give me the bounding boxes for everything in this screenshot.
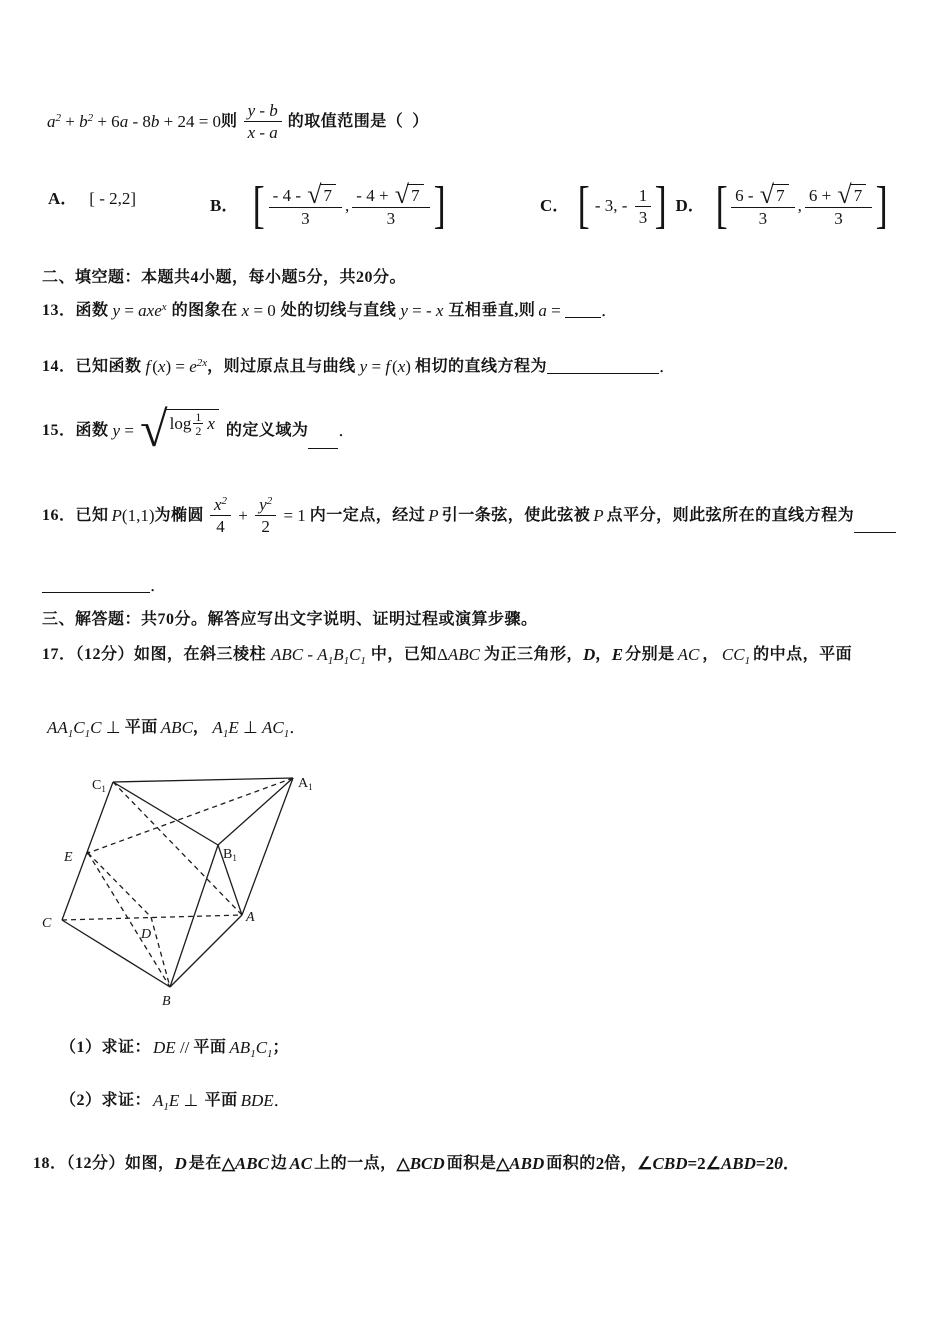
math-token-rm: + — [61, 111, 80, 131]
math-token-rm: - 3, - — [590, 196, 632, 216]
q17-stem-line1 — [42, 644, 852, 665]
math-token-cn: 的定义域为 — [225, 421, 309, 439]
vertex-label-A1: $A_1$ — [298, 776, 313, 792]
q12-stem-line — [47, 101, 429, 142]
math-token-bi: ABD — [720, 1154, 756, 1173]
vertex-label-D: D — [141, 927, 152, 942]
section-3-heading: 三、解答题：共70分。解答应写出文字说明、证明过程或演算步骤。 — [42, 611, 538, 628]
math-token-rm: = — [367, 357, 386, 376]
math-token-br: ] — [875, 177, 888, 235]
q17-stem-line2 — [47, 717, 306, 738]
math-token-rm: 7 — [776, 186, 785, 205]
math-token-rm: ． — [338, 420, 356, 440]
math-token-tx: x — [207, 414, 215, 434]
math-token-sp — [77, 198, 89, 199]
math-token-tx: AC — [677, 645, 700, 664]
math-token-rm: ( — [152, 357, 158, 376]
math-token-bd: ． — [782, 1154, 800, 1173]
math-token-rm: log — [169, 414, 192, 434]
math-token-tx: a — [269, 123, 278, 143]
math-token-sqrt: √ 7 — [395, 184, 424, 206]
math-token-cn: 处的切线与直线 — [280, 301, 397, 319]
math-token-cn: 18．（12分）如图， — [33, 1154, 175, 1172]
dashed-edge-EB — [88, 853, 170, 987]
math-token-sp — [569, 206, 577, 207]
math-token-cn: ， — [192, 718, 210, 736]
math-token-bd: D． — [675, 196, 705, 216]
math-token-rm: ⊥ — [179, 1091, 203, 1110]
vertex-label-B1: $B_1$ — [223, 847, 237, 863]
math-token-s: $A_1$ — [317, 645, 334, 667]
math-token-rm: 7 — [323, 186, 333, 205]
math-token-tx: E — [228, 718, 239, 737]
math-token-s: $A_1$ — [212, 718, 229, 740]
math-token-rm: - — [255, 123, 270, 143]
q12-options-c-d — [540, 177, 889, 235]
math-token-rm: ) = — [165, 357, 190, 376]
vertex-label-C1: $C_1$ — [92, 778, 106, 794]
math-token-rm: - — [255, 101, 270, 120]
math-token-bd: ∠ — [705, 1154, 721, 1173]
q16-continuation-blank — [42, 575, 167, 596]
solid-edge-CB — [62, 920, 170, 987]
math-token-cn: ， — [595, 645, 612, 663]
math-token-tx: ABC — [447, 645, 480, 664]
math-token-br: ] — [654, 177, 667, 235]
math-token-cn: 点平分，则此弦所在的直线方程为 — [606, 506, 855, 524]
math-token-bi: D — [174, 1154, 187, 1173]
math-token-rm: 3 — [301, 209, 310, 229]
vertex-label-C: C — [42, 916, 52, 931]
math-token-cn: 面积是 — [446, 1154, 497, 1172]
math-token-rm: 6 - — [735, 185, 758, 205]
math-token-tx: P — [428, 505, 439, 525]
math-token-cn: 内一定点，经过 — [309, 506, 426, 524]
math-token-bd: =2 — [755, 1154, 775, 1173]
math-token-cn: 分别是 — [625, 645, 675, 663]
q16-line — [42, 495, 896, 536]
q12-option-a — [48, 188, 136, 209]
math-token-rm: = - — [407, 301, 436, 320]
math-token-cn: 15．函数 — [42, 421, 109, 439]
math-token-rm: ． — [601, 301, 619, 320]
math-token-s: $CC_1$ — [721, 645, 751, 667]
math-token-rm: ) — [405, 357, 411, 376]
math-token-tx: y — [400, 301, 408, 320]
math-token-tx: a — [538, 301, 547, 320]
math-token-tx: P — [593, 505, 604, 525]
solid-edge-BA — [170, 915, 242, 987]
math-token-frac — [210, 495, 231, 536]
math-token-br: [ — [715, 177, 728, 235]
math-token-rm: ． — [273, 1091, 291, 1110]
math-token-sqrt: √ log $\frac{1}{2}$ x — [140, 409, 219, 452]
math-token-frac — [635, 186, 652, 227]
math-token-br: [ — [252, 177, 266, 235]
math-token-rm: // — [175, 1038, 190, 1057]
math-token-rm: 4 — [216, 517, 225, 537]
math-token-frac — [244, 101, 282, 142]
math-token-br: ] — [433, 177, 446, 235]
math-token-bi: ABD — [509, 1154, 545, 1173]
math-token-rm: 3 — [638, 207, 648, 227]
vertex-label-A: A — [246, 910, 255, 925]
math-token-frac — [352, 180, 429, 229]
math-token-rm: = 0 — [249, 301, 276, 320]
math-token-cn: 边 — [270, 1154, 288, 1172]
dashed-edge-ED — [88, 853, 151, 917]
math-token-rm: = — [120, 420, 139, 440]
point-marker-E — [86, 851, 89, 854]
math-token-s: $A_1$ — [153, 1091, 169, 1113]
dashed-edge-A1E — [88, 778, 293, 853]
math-token-rm: - 4 + — [356, 185, 393, 205]
math-token-rm: + 24 = 0 — [159, 111, 222, 131]
math-token-bd: =2 — [687, 1154, 706, 1173]
math-token-rm: 1 — [195, 410, 202, 424]
math-token-frac — [805, 180, 872, 229]
math-token-tx: x — [435, 301, 444, 320]
math-token-cn: 17．（12分）如图，在斜三棱柱 — [42, 645, 267, 663]
math-token-bi: AC — [289, 1154, 313, 1173]
math-token-s: $C_1$ — [349, 645, 366, 667]
math-token-rm: - — [303, 645, 318, 664]
solid-edge-A1B1 — [218, 778, 293, 845]
math-token-sqrt: √ 7 — [837, 184, 866, 206]
math-token-tx: DE — [153, 1038, 176, 1057]
math-token-s: $AA_1$ — [47, 718, 74, 740]
q12-option-b — [210, 177, 446, 235]
math-token-rm: ． — [289, 718, 307, 737]
math-token-rm: + — [234, 505, 253, 525]
math-token-rm: ⊥ — [101, 718, 125, 737]
math-token-bd: ∠ — [637, 1154, 653, 1173]
q15-line — [42, 401, 356, 457]
math-token-tx: f — [385, 357, 391, 376]
math-token-sp — [204, 515, 207, 516]
math-token-tx: y — [247, 101, 256, 120]
math-token-tx: y — [112, 420, 121, 440]
math-token-rm: 6 + — [808, 185, 836, 205]
math-token-cn: 上的一点， — [314, 1154, 397, 1172]
math-token-cn: 中，已知 — [370, 645, 437, 663]
math-token-rm: 7 — [853, 186, 863, 205]
solid-edge-A1A — [242, 778, 293, 915]
math-token-bd: 2 — [595, 1154, 605, 1173]
math-token-s: $y^2$ — [259, 495, 273, 514]
math-token-tx: BDE — [240, 1091, 274, 1110]
math-token-frac — [731, 180, 794, 229]
math-token-rm: = 1 — [279, 505, 306, 525]
math-token-bi: ABC — [234, 1154, 269, 1173]
math-token-tx: C — [90, 718, 102, 737]
math-token-rm: 7 — [411, 186, 420, 205]
math-token-tx: E — [168, 1091, 180, 1110]
q14-line — [42, 356, 676, 377]
math-token-cn: 平面 — [204, 1091, 238, 1109]
q18-stem-line — [33, 1153, 800, 1174]
math-token-cn: 平面 — [193, 1038, 227, 1056]
math-token-sqrt: √ 7 — [760, 184, 789, 206]
math-token-u — [308, 435, 338, 449]
prism-figure — [40, 765, 350, 1020]
math-token-bi: E — [611, 645, 624, 664]
math-token-u — [854, 519, 896, 533]
vertex-label-B: B — [162, 994, 171, 1009]
math-token-tx: x — [397, 357, 406, 376]
math-token-u — [547, 360, 659, 374]
q13-line — [42, 300, 618, 321]
math-token-s: $AC_1$ — [262, 718, 290, 740]
math-token-cn: 16．已知 — [42, 506, 109, 524]
math-token-cn: 互相垂直,则 — [448, 301, 536, 319]
math-token-tx: b — [269, 101, 278, 120]
math-token-cn: 倍， — [604, 1154, 638, 1172]
math-token-s: $AB_1$ — [229, 1038, 256, 1060]
math-token-tx: f — [145, 357, 151, 376]
math-token-rm: ( — [392, 357, 398, 376]
math-token-bd: B． — [210, 196, 239, 216]
math-token-rm: = — [120, 301, 139, 320]
math-token-tx: P — [111, 505, 122, 525]
math-token-bd: A． — [48, 189, 78, 208]
math-token-br: [ — [577, 177, 591, 235]
math-token-bi: BCD — [409, 1154, 445, 1173]
math-token-cn: 的取值范围是（ ） — [287, 112, 429, 130]
math-token-rm: ． — [150, 576, 167, 595]
math-token-bd: C． — [540, 196, 570, 216]
q17-part2 — [60, 1090, 291, 1111]
math-token-rm: 3 — [758, 209, 768, 229]
math-token-cn: 的图象在 — [171, 301, 238, 319]
math-token-cn: ， — [702, 645, 719, 663]
math-token-rm: Δ — [436, 645, 448, 664]
math-token-rm: , — [797, 196, 802, 216]
math-token-cn: 为椭圆 — [154, 506, 204, 524]
math-token-rm: 2 — [261, 517, 270, 537]
math-token-tx: ABC — [271, 645, 304, 664]
math-token-cn: 13．函数 — [42, 301, 109, 319]
vertex-label-E: E — [64, 850, 73, 865]
math-token-cn: （1）求证： — [60, 1038, 152, 1056]
math-token-s: $b^2$ — [79, 111, 94, 131]
math-token-s: $x^2$ — [214, 495, 228, 514]
math-token-s: $B_1$ — [333, 645, 350, 667]
math-token-sqrt: √ 7 — [307, 184, 336, 206]
math-token-tx: x — [157, 357, 166, 376]
math-token-frac — [255, 495, 276, 536]
math-token-sp — [668, 206, 676, 207]
math-token-sp — [238, 206, 252, 207]
math-token-bi: θ — [774, 1154, 783, 1173]
math-token-cn: 的中点，平面 — [753, 645, 853, 663]
math-token-tx: b — [150, 111, 160, 131]
math-token-rm: - 4 - — [272, 185, 306, 205]
math-token-bi: D — [583, 645, 596, 664]
math-token-rm: 1 — [638, 185, 648, 205]
math-token-cn: 相切的直线方程为 — [414, 357, 547, 375]
math-token-rm: 3 — [386, 209, 396, 229]
math-token-s: $C_1$ — [73, 718, 91, 740]
math-token-tx: ABC — [160, 718, 193, 737]
math-token-bd: △ — [221, 1154, 235, 1173]
section-2-heading: 二、填空题：本题共4小题，每小题5分，共20分。 — [42, 269, 407, 286]
math-token-bd: △ — [496, 1154, 510, 1173]
math-token-cn: 面积的 — [546, 1154, 596, 1172]
prism-figure-svg — [40, 765, 350, 1015]
math-token-rm: [ - 2,2] — [89, 189, 137, 208]
math-token-rm: , — [345, 196, 350, 216]
math-token-cn: 14．已知函数 — [42, 357, 142, 375]
math-token-rm: 2 — [195, 424, 202, 438]
q17-part1 — [60, 1037, 289, 1058]
math-token-frac — [269, 180, 342, 229]
math-token-rm: ． — [658, 357, 676, 376]
math-token-tx: a — [119, 111, 129, 131]
math-token-u — [565, 304, 601, 318]
math-token-rm: = — [546, 301, 566, 320]
math-token-rm: (1,1) — [121, 505, 155, 525]
math-token-rm: + 6 — [93, 111, 120, 131]
math-token-frac — [193, 411, 203, 437]
math-token-cn: ； — [272, 1038, 290, 1056]
math-token-tx: x — [247, 123, 256, 143]
math-token-cn: 为正三角形， — [483, 645, 583, 663]
math-token-cn: 引一条弦，使此弦被 — [441, 506, 591, 524]
math-token-s: axe$^x$ — [138, 301, 167, 320]
math-token-tx: y — [359, 357, 368, 376]
math-token-cn: 是在 — [188, 1154, 222, 1172]
math-token-s: $e^{2x}$ — [189, 357, 208, 376]
math-token-u — [42, 579, 150, 593]
math-token-rm: ⊥ — [238, 718, 263, 737]
math-token-bd: △ — [396, 1154, 410, 1173]
math-token-cn: ，则过原点且与曲线 — [207, 357, 356, 375]
math-token-tx: x — [241, 301, 250, 320]
math-token-cn: 则 — [221, 112, 238, 130]
math-token-sp — [238, 121, 241, 122]
math-token-s: $a^2$ — [47, 111, 61, 131]
math-token-cn: 平面 — [124, 718, 158, 736]
math-token-rm: - 8 — [128, 111, 151, 131]
math-token-sp — [705, 206, 715, 207]
math-token-tx: y — [112, 301, 121, 320]
math-token-bi: CBD — [652, 1154, 688, 1173]
math-token-s: $C_1$ — [255, 1038, 273, 1060]
solid-edge-C1A1 — [113, 778, 293, 782]
math-token-cn: （2）求证： — [60, 1091, 152, 1109]
math-token-rm: 3 — [834, 209, 843, 229]
